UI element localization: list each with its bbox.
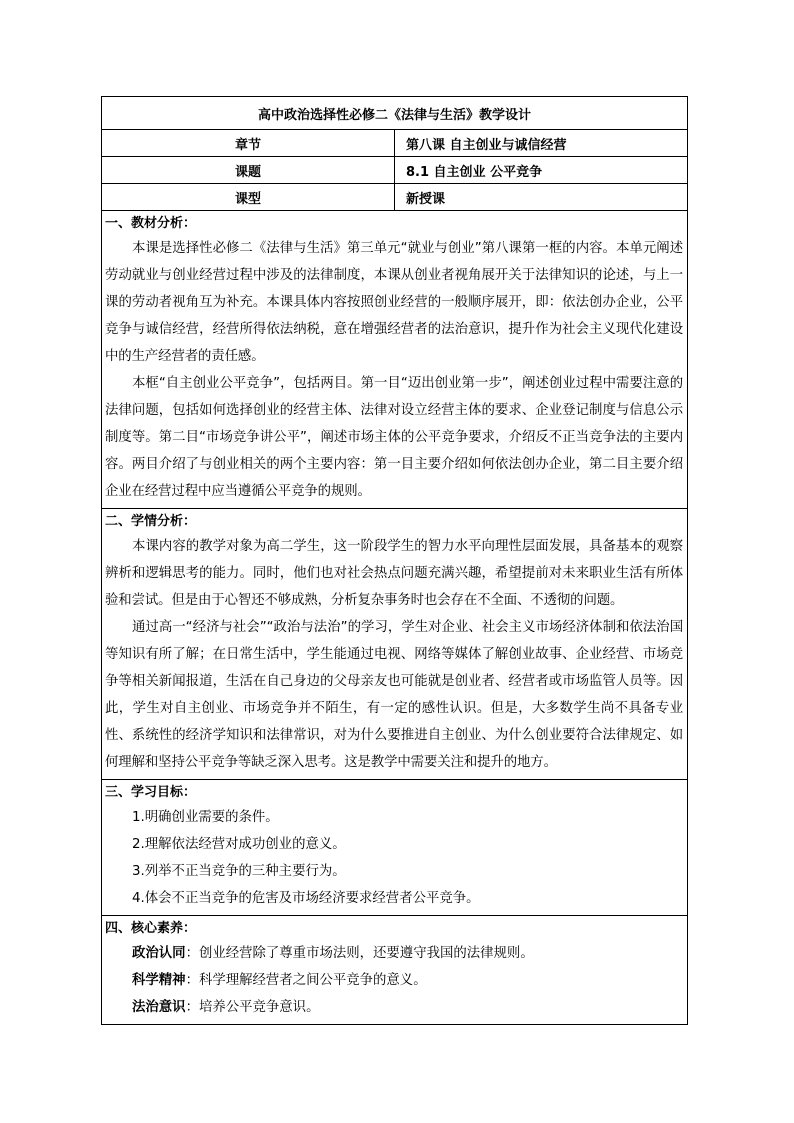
literacy-term: 法治意识 [132,1000,186,1015]
section-textbook-analysis [102,211,688,509]
lesson-plan-table [101,96,688,1025]
paragraph: 通过高一“经济与社会”“政治与法治”的学习，学生对企业、社会主义市场经济体制和依法治国等知识有所了解；在日常生活中，学生能通过电视、网络等媒体了解创业故事、企业经营、市场竞争等相关新闻报道，生活在自己身边的父母亲友也可能就是创业者、经营者或市场监管人员等。因此，学生对自主创业、市场竞争并不陌生，有一定的感性认识。但是，大多数学生尚不具备专业性、系统性的经济学知识和法律常识，对为什么要推进自主创业、为什么创业要符合法律规定、如何理解和坚持公平竞争等缺乏深入思考。这是教学中需要关注和提升的地方。 [105,620,683,770]
lesson-type-value: 新授课 [395,184,688,211]
topic-label: 课题 [102,157,395,184]
list-item [105,967,683,994]
chapter-value: 第八课 自主创业与诚信经营 [395,130,688,157]
list-item [105,940,683,967]
paragraph: 本框“自主创业公平竞争”，包括两目。第一目“迈出创业第一步”，阐述创业过程中需要注意的法律问题，包括如何选择创业的经营主体、法律对设立经营主体的要求、企业登记制度与信息公示制度等。第二目“市场竞争讲公平”，阐述市场主体的公平竞争要求，介绍反不正当竞争法的主要内容。两目介绍了与创业相关的两个主要内容：第一目主要介绍如何依法创办企业，第二目主要介绍企业在经营过程中应当遵循公平竞争的规则。 [105,376,683,499]
section-student-analysis [102,509,688,780]
literacy-text: ：培养公平竞争意识。 [185,1000,320,1015]
table-row [102,157,688,184]
lesson-type-label: 课型 [102,184,395,211]
section-heading: 三、学习目标： [105,785,197,800]
paragraph: 本课是选择性必修二《法律与生活》第三单元“就业与创业”第八课第一框的内容。本单元阐述劳动就业与创业经营过程中涉及的法律制度，本课从创业者视角展开关于法律知识的论述，与上一课的劳动者视角互为补充。本课具体内容按照创业经营的一般顺序展开，即：依法创办企业，公平竞争与诚信经营，经营所得依法纳税，意在增强经营者的法治意识，提升作为社会主义现代化建设中的生产经营者的责任感。 [105,241,683,364]
literacy-term: 科学精神 [132,973,186,988]
list-item: 2.理解依法经营对成功创业的意义。 [132,837,346,852]
topic-value: 8.1 自主创业 公平竞争 [395,157,688,184]
section-learning-goals [102,780,688,916]
literacy-text: ：科学理解经营者之间公平竞争的意义。 [185,973,427,988]
list-item: 1.明确创业需要的条件。 [132,810,279,825]
literacy-term: 政治认同 [132,946,186,961]
table-row [102,130,688,157]
table-row [102,184,688,211]
literacy-text: ：创业经营除了尊重市场法则，还要遵守我国的法律规则。 [185,946,534,961]
paragraph: 本课内容的教学对象为高二学生，这一阶段学生的智力水平向理性层面发展，具备基本的观察辨析和逻辑思考的能力。同时，他们也对社会热点问题充满兴趣，希望提前对未来职业生活有所体验和尝试。但是由于心智还不够成熟，分析复杂事务时也会存在不全面、不透彻的问题。 [105,539,683,608]
section-heading: 一、教材分析： [105,216,197,231]
section-heading: 二、学情分析： [105,514,197,529]
list-item [105,994,683,1021]
document-title: 高中政治选择性必修二《法律与生活》教学设计 [102,97,688,130]
section-heading: 四、核心素养： [105,921,197,936]
list-item: 3.列举不正当竞争的三种主要行为。 [132,864,346,879]
list-item: 4.体会不正当竞争的危害及市场经济要求经营者公平竞争。 [132,891,480,906]
chapter-label: 章节 [102,130,395,157]
section-core-literacy [102,916,688,1025]
